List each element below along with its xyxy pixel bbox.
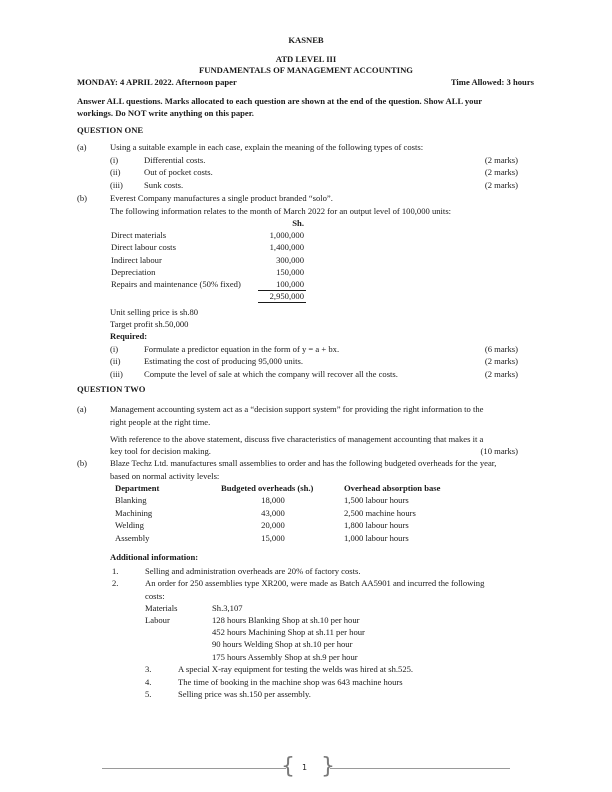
additional-info-label: Additional information:: [110, 552, 199, 562]
info-num: 2.: [112, 578, 119, 588]
cost-row-value: 150,000: [276, 267, 304, 277]
exam-date: MONDAY: 4 APRIL 2022. Afternoon paper: [77, 77, 237, 87]
info-num: 3.: [145, 664, 152, 674]
exam-body: KASNEB: [288, 35, 324, 45]
q1a-item-num: (iii): [110, 180, 123, 190]
overhead-cell-amount: 15,000: [261, 533, 285, 543]
labour-line: 452 hours Machining Shop at sh.11 per hour: [212, 627, 365, 637]
overhead-cell-base: 2,500 machine hours: [344, 508, 416, 518]
q2-part-a-line-1: Management accounting system act as a “decision support system” for providing the right information to the: [110, 404, 484, 414]
required-item-marks: (2 marks): [484, 369, 518, 379]
required-item-text: Formulate a predictor equation in the form of y = a + bx.: [144, 344, 340, 354]
exam-level: ATD LEVEL III: [275, 54, 337, 64]
q2-part-a-line-4: key tool for decision making.: [110, 446, 211, 456]
labour-line: 90 hours Welding Shop at sh.10 per hour: [212, 639, 353, 649]
labour-line: 175 hours Assembly Shop at sh.9 per hour: [212, 652, 358, 662]
info-num: 1.: [112, 566, 119, 576]
time-allowed: Time Allowed: 3 hours: [450, 77, 534, 87]
overhead-table-header: Department: [115, 483, 160, 493]
overhead-table-header: Budgeted overheads (sh.): [221, 483, 314, 493]
q2-part-b-line-1: Blaze Techz Ltd. manufactures small assemblies to order and has the following budgeted overheads for the year,: [110, 458, 497, 468]
overhead-cell-department: Blanking: [115, 495, 147, 505]
q1-part-b-text-1: Everest Company manufactures a single product branded “solo”.: [110, 193, 333, 203]
q1a-item-marks: (2 marks): [484, 155, 518, 165]
info-num: 5.: [145, 689, 152, 699]
materials-value: Sh.3,107: [212, 603, 243, 613]
q2-part-a-line-2: right people at the right time.: [110, 417, 211, 427]
q2-part-b-line-2: based on normal activity levels:: [110, 471, 220, 481]
cost-row-label: Direct labour costs: [111, 242, 176, 252]
q2-part-a-marks: (10 marks): [480, 446, 518, 456]
required-item-text: Compute the level of sale at which the company will recover all the costs.: [144, 369, 398, 379]
right-brace-icon: }: [321, 754, 335, 779]
q1-part-b-text-2: The following information relates to the month of March 2022 for an output level of 100,000 units:: [110, 206, 452, 216]
info-text: Selling price was sh.150 per assembly.: [178, 689, 311, 699]
q1a-item-marks: (2 marks): [484, 167, 518, 177]
cost-row-value: 100,000: [276, 279, 304, 289]
unit-selling-price: Unit selling price is sh.80: [110, 307, 199, 317]
footer-rule-left: [102, 768, 286, 769]
left-brace-icon: {: [281, 754, 295, 779]
q1a-item-text: Sunk costs.: [144, 180, 184, 190]
info-num: 4.: [145, 677, 152, 687]
info-text: An order for 250 assemblies type XR200, were made as Batch AA5901 and incurred the following: [145, 578, 485, 588]
cost-row-label: Indirect labour: [111, 255, 162, 265]
materials-label: Materials: [145, 603, 178, 613]
overhead-cell-amount: 43,000: [261, 508, 285, 518]
q1a-item-num: (ii): [110, 167, 121, 177]
page-number: 1: [302, 763, 308, 772]
q2-part-a-label: (a): [77, 404, 87, 414]
q1a-item-marks: (2 marks): [484, 180, 518, 190]
overhead-cell-base: 1,500 labour hours: [344, 495, 409, 505]
instructions-line-2: workings. Do NOT write anything on this paper.: [77, 108, 254, 118]
instructions-line-1: Answer ALL questions. Marks allocated to each question are shown at the end of the question. Show ALL your: [77, 96, 483, 106]
required-item-text: Estimating the cost of producing 95,000 units.: [144, 356, 303, 366]
info-text: Selling and administration overheads are 20% of factory costs.: [145, 566, 361, 576]
footer-rule-right: [330, 768, 510, 769]
question-one-title: QUESTION ONE: [77, 125, 144, 135]
info-text-cont: costs:: [145, 591, 165, 601]
required-item-marks: (6 marks): [484, 344, 518, 354]
overhead-cell-department: Welding: [115, 520, 144, 530]
required-label: Required:: [110, 331, 148, 341]
info-text: The time of booking in the machine shop was 643 machine hours: [178, 677, 403, 687]
overhead-cell-amount: 18,000: [261, 495, 285, 505]
cost-row-label: Repairs and maintenance (50% fixed): [111, 279, 241, 289]
overhead-cell-department: Assembly: [115, 533, 150, 543]
required-item-num: (iii): [110, 369, 123, 379]
cost-row-label: Depreciation: [111, 267, 156, 277]
q1-part-a-text: Using a suitable example in each case, explain the meaning of the following types of costs:: [110, 142, 424, 152]
q1-part-a-label: (a): [77, 142, 87, 152]
cost-row-value: 1,000,000: [269, 230, 304, 240]
exam-subject: FUNDAMENTALS OF MANAGEMENT ACCOUNTING: [199, 65, 413, 75]
info-text: A special X-ray equipment for testing the welds was hired at sh.525.: [178, 664, 414, 674]
required-item-num: (ii): [110, 356, 121, 366]
target-profit: Target profit sh.50,000: [110, 319, 189, 329]
cost-row-value: 1,400,000: [269, 242, 304, 252]
overhead-cell-base: 1,000 labour hours: [344, 533, 409, 543]
cost-total: 2,950,000: [269, 291, 304, 301]
q1a-item-text: Out of pocket costs.: [144, 167, 213, 177]
q1a-item-num: (i): [110, 155, 119, 165]
cost-row-value: 300,000: [276, 255, 304, 265]
total-rule: [258, 302, 306, 303]
labour-label: Labour: [145, 615, 170, 625]
required-item-marks: (2 marks): [484, 356, 518, 366]
overhead-cell-amount: 20,000: [261, 520, 285, 530]
overhead-cell-department: Machining: [115, 508, 153, 518]
cost-row-label: Direct materials: [111, 230, 167, 240]
overhead-cell-base: 1,800 labour hours: [344, 520, 409, 530]
q1a-item-text: Differential costs.: [144, 155, 206, 165]
q1-part-b-label: (b): [77, 193, 88, 203]
overhead-table-header: Overhead absorption base: [344, 483, 441, 493]
currency-header: Sh.: [292, 218, 304, 228]
labour-line: 128 hours Blanking Shop at sh.10 per hour: [212, 615, 360, 625]
q2-part-b-label: (b): [77, 458, 88, 468]
question-two-title: QUESTION TWO: [77, 384, 146, 394]
required-item-num: (i): [110, 344, 119, 354]
q2-part-a-line-3: With reference to the above statement, discuss five characteristics of management accounting that makes it a: [110, 434, 484, 444]
